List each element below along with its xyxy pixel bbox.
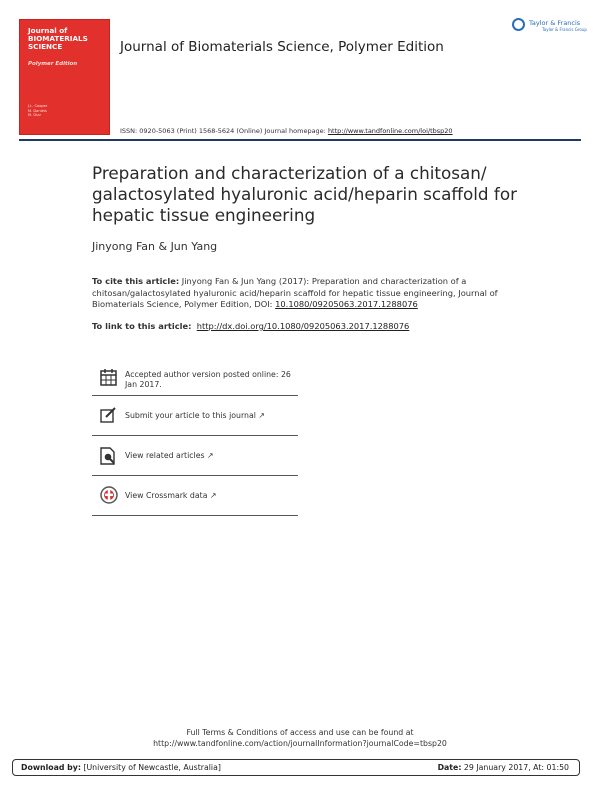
submit-article-label[interactable]: Submit your article to this journal ↗ (125, 411, 265, 420)
issn-line (120, 127, 453, 135)
download-date: Date: 29 January 2017, At: 01:50 (437, 763, 569, 772)
article-link-line (92, 321, 409, 331)
external-link-icon: ↗ (207, 451, 214, 460)
download-info-bar (12, 759, 580, 776)
terms-link[interactable]: http://www.tandfonline.com/action/journalInformation?journalCode=tbsp20 (153, 739, 447, 748)
journal-homepage-link[interactable]: http://www.tandfonline.com/loi/tbsp20 (327, 127, 453, 135)
publisher-logo-icon (512, 18, 525, 31)
header-divider (19, 139, 581, 141)
crossmark-label[interactable]: View Crossmark data ↗ (125, 491, 217, 500)
edit-icon (100, 407, 117, 427)
article-actions (92, 360, 298, 516)
link-label: To link to this article: (92, 321, 192, 331)
article-authors: Jinyong Fan & Jun Yang (92, 240, 218, 253)
crossmark-icon (100, 486, 118, 508)
cite-label: To cite this article: (92, 276, 180, 286)
external-link-icon: ↗ (209, 491, 217, 500)
cite-doi-link[interactable]: 10.1080/09205063.2017.1288076 (275, 299, 418, 309)
search-document-icon (100, 447, 117, 469)
journal-cover-image (19, 19, 110, 135)
calendar-icon (100, 369, 117, 390)
cover-title: Journal of BIOMATERIALS SCIENCE (28, 26, 88, 51)
publisher-logo[interactable] (512, 16, 587, 36)
cite-text: Jinyong Fan & Jun Yang (2017): Preparation and characterization of a chitosan/galactosylated hyaluronic acid/heparin scaffold for hepatic tissue engineering, Journal of Biomaterials Science, Polymer Edition, DOI: (92, 276, 498, 309)
cover-subtitle: Polymer Edition (28, 61, 78, 67)
related-articles-label[interactable]: View related articles ↗ (125, 451, 214, 460)
article-doi-link[interactable]: http://dx.doi.org/10.1080/09205063.2017.1288076 (196, 321, 410, 331)
citation-block (92, 276, 520, 311)
downloaded-by: Download by: [University of Newcastle, Australia] (21, 763, 221, 772)
journal-name: Journal of Biomaterials Science, Polymer Edition (120, 39, 444, 55)
article-title: Preparation and characterization of a chitosan/ galactosylated hyaluronic acid/heparin scaffold for hepatic tissue engineering (92, 163, 517, 225)
related-articles-item[interactable] (92, 436, 298, 476)
submit-article-item[interactable] (92, 396, 298, 436)
cover-editors: J.L. Cooper M. Daniels M. Dizz (28, 104, 48, 117)
publisher-logo-subtext: Taylor & Francis Group (542, 27, 587, 32)
accepted-version-label: Accepted author version posted online: 26 Jan 2017. (125, 370, 291, 389)
publisher-logo-text: Taylor & Francis (529, 19, 581, 27)
external-link-icon: ↗ (258, 411, 265, 420)
crossmark-item[interactable] (92, 476, 298, 516)
accepted-version-item (92, 360, 298, 396)
terms-line-1: Full Terms & Conditions of access and use can be found at (186, 728, 414, 737)
issn-text: ISSN: 0920-5063 (Print) 1568-5624 (Online) Journal homepage: (120, 127, 328, 135)
